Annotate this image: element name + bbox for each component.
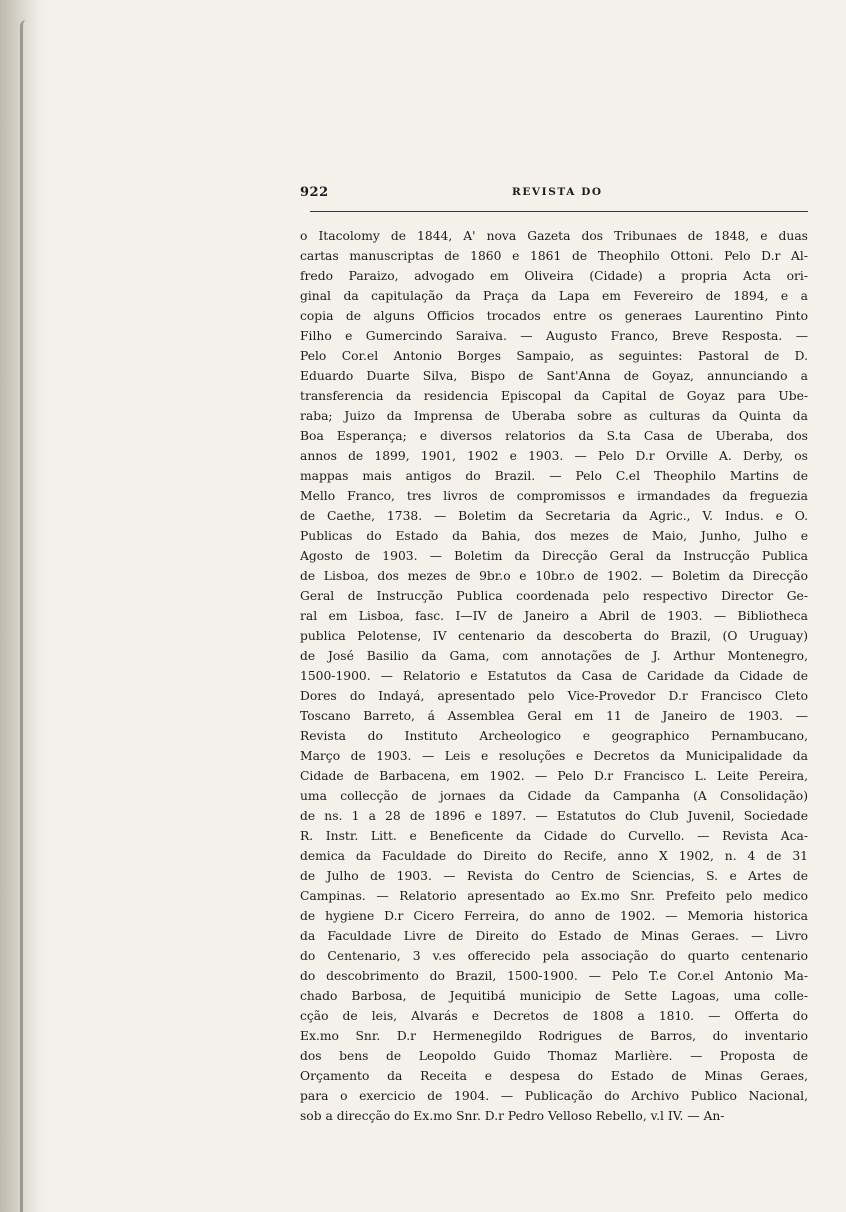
page-header <box>300 185 808 209</box>
text-line: Agosto de 1903. — Boletim da Direcção Geral da Instrucção Publica <box>300 549 808 563</box>
text-line: copia de alguns Officios trocados entre os generaes Laurentino Pinto <box>300 309 808 323</box>
text-line: Revista do Instituto Archeologico e geographico Pernambucano, <box>300 729 808 743</box>
text-line: annos de 1899, 1901, 1902 e 1903. — Pelo D.r Orville A. Derby, os <box>300 449 808 463</box>
text-line: Geral de Instrucção Publica coordenada pelo respectivo Director Ge- <box>300 589 808 603</box>
text-line: dos bens de Leopoldo Guido Thomaz Marlière. — Proposta de <box>300 1049 808 1063</box>
text-line: de Caethe, 1738. — Boletim da Secretaria da Agric., V. Indus. e O. <box>300 509 808 523</box>
text-line: cção de leis, Alvarás e Decretos de 1808 a 1810. — Offerta do <box>300 1009 808 1023</box>
text-line: do Centenario, 3 v.es offerecido pela associação do quarto centenario <box>300 949 808 963</box>
text-line: de Julho de 1903. — Revista do Centro de Sciencias, S. e Artes de <box>300 869 808 883</box>
text-line: Orçamento da Receita e despesa do Estado de Minas Geraes, <box>300 1069 808 1083</box>
text-line: Publicas do Estado da Bahia, dos mezes de Maio, Junho, Julho e <box>300 529 808 543</box>
text-line: Dores do Indayá, apresentado pelo Vice-Provedor D.r Francisco Cleto <box>300 689 808 703</box>
text-line: uma collecção de jornaes da Cidade da Campanha (A Consolidação) <box>300 789 808 803</box>
text-line: o Itacolomy de 1844, A' nova Gazeta dos Tribunaes de 1848, e duas <box>300 229 808 243</box>
text-line: Cidade de Barbacena, em 1902. — Pelo D.r Francisco L. Leite Pereira, <box>300 769 808 783</box>
text-line: ginal da capitulação da Praça da Lapa em Fevereiro de 1894, e a <box>300 289 808 303</box>
text-line: Boa Esperança; e diversos relatorios da S.ta Casa de Uberaba, dos <box>300 429 808 443</box>
text-line: ral em Lisboa, fasc. I—IV de Janeiro a Abril de 1903. — Bibliotheca <box>300 609 808 623</box>
text-line: cartas manuscriptas de 1860 e 1861 de Theophilo Ottoni. Pelo D.r Al- <box>300 249 808 263</box>
text-line: Ex.mo Snr. D.r Hermenegildo Rodrigues de Barros, do inventario <box>300 1029 808 1043</box>
page-number: 922 <box>300 185 329 200</box>
text-line: transferencia da residencia Episcopal da Capital de Goyaz para Ube- <box>300 389 808 403</box>
body-text <box>300 226 808 1126</box>
text-line: sob a direcção do Ex.mo Snr. D.r Pedro Velloso Rebello, v.l IV. — An- <box>300 1109 725 1123</box>
text-line: raba; Juizo da Imprensa de Uberaba sobre as culturas da Quinta da <box>300 409 808 423</box>
text-line: chado Barbosa, de Jequitibá municipio de Sette Lagoas, uma colle- <box>300 989 808 1003</box>
running-head: REVISTA DO <box>512 186 603 198</box>
text-line: de José Basilio da Gama, com annotações de J. Arthur Montenegro, <box>300 649 808 663</box>
text-line: Mello Franco, tres livros de compromissos e irmandades da freguezia <box>300 489 808 503</box>
text-line: Março de 1903. — Leis e resoluções e Decretos da Municipalidade da <box>300 749 808 763</box>
text-line: de hygiene D.r Cicero Ferreira, do anno de 1902. — Memoria historica <box>300 909 808 923</box>
text-line: de ns. 1 a 28 de 1896 e 1897. — Estatutos do Club Juvenil, Sociedade <box>300 809 808 823</box>
text-line: publica Pelotense, IV centenario da descoberta do Brazil, (O Uruguay) <box>300 629 808 643</box>
text-line: Toscano Barreto, á Assemblea Geral em 11 de Janeiro de 1903. — <box>300 709 808 723</box>
text-line: da Faculdade Livre de Direito do Estado de Minas Geraes. — Livro <box>300 929 808 943</box>
text-line: Campinas. — Relatorio apresentado ao Ex.mo Snr. Prefeito pelo medico <box>300 889 808 903</box>
text-line: 1500-1900. — Relatorio e Estatutos da Casa de Caridade da Cidade de <box>300 669 808 683</box>
text-line: de Lisboa, dos mezes de 9br.o e 10br.o de 1902. — Boletim da Direcção <box>300 569 808 583</box>
text-line: Filho e Gumercindo Saraiva. — Augusto Franco, Breve Resposta. — <box>300 329 808 343</box>
text-line: Eduardo Duarte Silva, Bispo de Sant'Anna de Goyaz, annunciando a <box>300 369 808 383</box>
text-line: para o exercicio de 1904. — Publicação do Archivo Publico Nacional, <box>300 1089 808 1103</box>
text-line: demica da Faculdade do Direito do Recife, anno X 1902, n. 4 de 31 <box>300 849 808 863</box>
header-rule <box>310 211 808 212</box>
text-line: mappas mais antigos do Brazil. — Pelo C.el Theophilo Martins de <box>300 469 808 483</box>
text-line: fredo Paraizo, advogado em Oliveira (Cidade) a propria Acta ori- <box>300 269 808 283</box>
text-line: R. Instr. Litt. e Beneficente da Cidade do Curvello. — Revista Aca- <box>300 829 808 843</box>
text-line: Pelo Cor.el Antonio Borges Sampaio, as seguintes: Pastoral de D. <box>300 349 808 363</box>
text-line: do descobrimento do Brazil, 1500-1900. — Pelo T.e Cor.el Antonio Ma- <box>300 969 808 983</box>
page-binding-shadow <box>20 20 31 1212</box>
